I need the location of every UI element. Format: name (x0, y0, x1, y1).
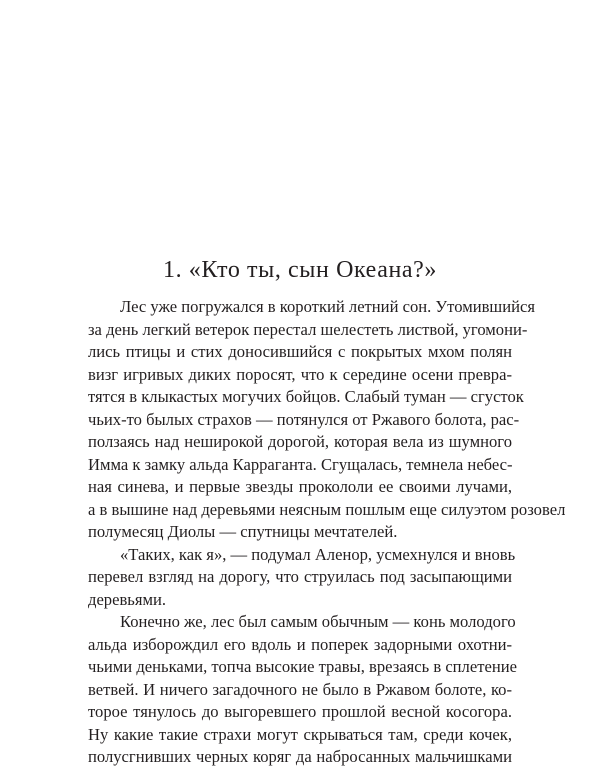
text-line: тятся в клыкастых могучих бойцов. Слабый туман — сгусток (88, 387, 524, 406)
text-line: визг игривых диких поросят, что к середине осени превра- (88, 364, 512, 384)
text-line: торое тянулось до выгоревшего прошлой весной косогора. (88, 702, 512, 721)
text-line: Лес уже погружался в короткий летний сон. Утомившийся (120, 297, 535, 316)
text-line: чьих-то былых страхов — потянулся от Ржавого болота, рас- (88, 409, 520, 429)
text-line: а в вышине над деревьями неясным пошлым еще силуэтом розовел (88, 499, 566, 519)
text-line: полумесяц Диолы — спутницы мечтателей. (88, 522, 398, 541)
text-line: Имма к замку альда Карраганта. Сгущалась, темнела небес- (88, 454, 513, 474)
chapter-title: 1. «Кто ты, сын Океана?» (162, 257, 438, 283)
text-line: деревьями. (88, 589, 167, 609)
text-line: альда изборождил его вдоль и поперек задорными охотни- (88, 634, 512, 654)
text-line: ветвей. И ничего загадочного не было в Ржавом болоте, ко- (88, 679, 512, 699)
text-line: чьими деньками, топча высокие травы, врезаясь в сплетение (88, 657, 517, 676)
text-line: «Таких, как я», — подумал Аленор, усмехнулся и вновь (120, 544, 516, 564)
text-line: за день легкий ветерок перестал шелестеть листвой, угомони- (88, 319, 528, 339)
text-line: полусгнивших черных коряг да набросанных мальчишками (88, 747, 512, 766)
text-line: ползаясь над неширокой дорогой, которая вела из шумного (88, 432, 512, 451)
text-line: перевел взгляд на дорогу, что струилась под засыпающими (88, 567, 512, 586)
text-line: Конечно же, лес был самым обычным — конь молодого (120, 612, 516, 631)
text-line: ная синева, и первые звезды прокололи ее своими лучами, (88, 477, 512, 496)
text-line: Ну какие такие страхи могут скрываться там, среди кочек, (88, 724, 512, 744)
body-text (88, 296, 566, 769)
text-line: лись птицы и стих доносившийся с покрытых мхом полян (88, 342, 512, 361)
